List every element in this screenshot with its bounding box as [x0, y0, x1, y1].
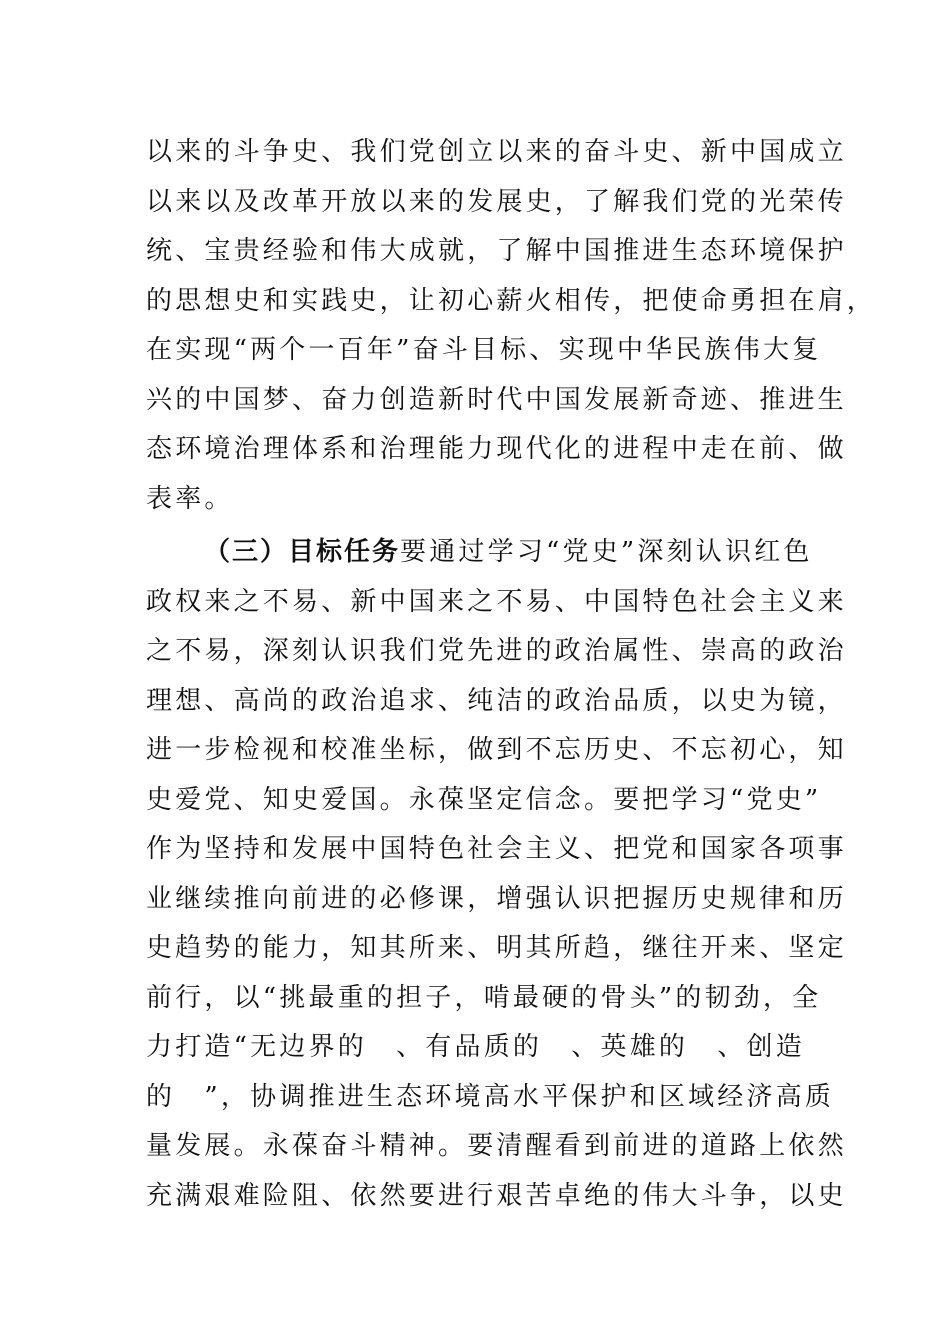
text-line: 充满艰难险阻、依然要进行艰苦卓绝的伟大斗争，以史 — [146, 1180, 847, 1211]
text-line: 以来的斗争史、我们党创立以来的奋斗史、新中国成立 — [146, 137, 847, 167]
section-first-line-text: 要通过学习“党史”深刻认识红色 — [400, 537, 813, 567]
text-line: 统、宝贵经验和伟大成就，了解中国推进生态环境保护 — [146, 236, 847, 266]
text-line: 进一步检视和校准坐标，做到不忘历史、不忘初心，知 — [146, 735, 847, 765]
text-line: 史趋势的能力，知其所来、明其所趋，继往开来、坚定 — [146, 933, 847, 963]
text-line: 兴的中国梦、奋力创造新时代中国发展新奇迹、推进生 — [146, 384, 847, 415]
text-line: 前行，以“挑最重的担子，啃最硬的骨头”的韧劲，全 — [146, 982, 822, 1013]
text-line: 史爱党、知史爱国。永葆坚定信念。要把学习“党史” — [146, 784, 822, 815]
text-line: 理想、高尚的政治追求、纯洁的政治品质，以史为镜， — [146, 685, 847, 716]
text-line: 作为坚持和发展中国特色社会主义、把党和国家各项事 — [146, 834, 847, 864]
text-line: 态环境治理体系和治理能力现代化的进程中走在前、做 — [146, 434, 847, 464]
text-line: 业继续推向前进的必修课，增强认识把握历史规律和历 — [146, 883, 847, 914]
section-first-line — [146, 528, 826, 578]
body-text — [146, 128, 877, 1221]
section-heading: （三）目标任务 — [204, 537, 401, 567]
text-line: 在实现“两个一百年”奋斗目标、实现中华民族伟大复 — [146, 335, 822, 365]
text-line: 量发展。永葆奋斗精神。要清醒看到前进的道路上依然 — [146, 1131, 847, 1161]
text-line: 以来以及改革开放以来的发展史，了解我们党的光荣传 — [146, 186, 847, 217]
text-line: 的 ”，协调推进生态环境高水平保护和区域经济高质 — [146, 1081, 835, 1112]
text-line: 表率。 — [146, 483, 234, 514]
text-line: 之不易，深刻认识我们党先进的政治属性、崇高的政治 — [146, 636, 847, 666]
text-line: 的思想史和实践史，让初心薪火相传，把使命勇担在肩， — [146, 285, 877, 316]
text-line: 力打造“无边界的 、有品质的 、英雄的 、创造 — [146, 1032, 805, 1062]
text-line: 政权来之不易、新中国来之不易、中国特色社会主义来 — [146, 586, 847, 617]
